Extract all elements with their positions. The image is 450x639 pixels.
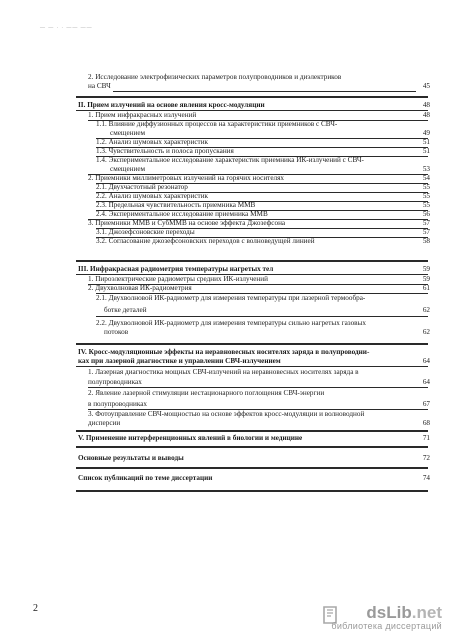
toc-page-e20: 59 [422,275,430,283]
leader-line [96,316,428,317]
toc-entry-e27: ках при лазерной диагностике и управлении СВЧ-излучением [78,357,281,365]
toc-entry-e5: 1.1. Влияние диффузионных процессов на характеристики приемников с СВЧ- [96,120,338,128]
section-divider [76,343,428,345]
toc-entry-e28: 1. Лазерная диагностика мощных СВЧ-излучений на неравновесных носителях заряда в [88,368,359,376]
toc-entry-e25: потоков [104,328,129,336]
section-divider [76,430,428,432]
toc-page-e14: 55 [422,201,430,209]
toc-entry-e35: Основные результаты и выводы [78,454,184,462]
toc-entry-e3: II. Прием излучений на основе явления кросс-модуляции [78,101,265,109]
toc-entry-e30: 2. Явление лазерной стимуляции нестационарного поглощения СВЧ-энергии [88,389,325,397]
toc-page-e12: 55 [422,183,430,191]
toc-entry-e21: 2. Двухволновая ИК-радиометрия [88,284,192,292]
toc-page-e15: 56 [422,210,430,218]
page-number: 2 [33,603,38,614]
toc-page-e34: 71 [422,434,430,442]
watermark [331,603,442,631]
toc-entry-e13: 2.2. Анализ шумовых характеристик [96,192,209,200]
toc-entry-e11: 2. Приемники миллиметровых излучений на горячих носителях [88,174,284,182]
toc-entry-e33: дисперсии [88,419,121,427]
section-divider [76,260,428,262]
header-smudge: — — · · —— —— [40,26,93,31]
toc-page-e21: 61 [422,284,430,292]
toc-page-e19: 59 [422,265,430,273]
watermark-brand-tld: .net [411,603,442,622]
toc-page-e16: 57 [422,219,430,227]
toc-page-e7: 51 [422,138,430,146]
toc-entry-e26: IV. Кросс-модуляционные эффекты на неравновесных носителях заряда в полупроводни- [78,348,370,356]
toc-page-e2: 45 [422,82,430,90]
toc-page-e11: 54 [422,174,430,182]
toc-page-e31: 67 [422,400,430,408]
toc-entry-e9: 1.4. Экспериментальное исследование характеристик приемника ИК-излучений с СВЧ- [96,156,364,164]
toc-entry-e15: 2.4. Экспериментальное исследование приемника ММВ [96,210,268,218]
leader-line [113,91,416,92]
toc-page-e6: 49 [422,129,430,137]
toc-entry-e4: 1. Прием инфракрасных излучений [88,111,197,119]
toc-entry-e31: в полупроводниках [88,400,147,408]
toc-entry-e8: 1.3. Чувствительность и полоса пропускания [96,147,234,155]
toc-page-e27: 64 [422,357,430,365]
toc-page-e3: 48 [422,101,430,109]
toc-page-e29: 64 [422,378,430,386]
toc-page-e10: 53 [422,165,430,173]
toc-entry-e32: 3. Фотоуправление СВЧ-мощностью на основе эффектов кросс-модуляции и волноводной [88,410,365,418]
toc-page-e13: 55 [422,192,430,200]
watermark-brand [331,603,442,623]
toc-entry-e17: 3.1. Джозефсоновские переходы [96,228,195,236]
toc-page-e8: 51 [422,147,430,155]
toc-entry-e23: ботке деталей [104,306,147,314]
section-divider [76,96,428,98]
toc-entry-e36: Список публикаций по теме диссертации [78,474,213,482]
section-divider [76,467,428,469]
toc-entry-e16: 3. Приемники ММВ и СубММВ на основе эффекта Джозефсона [88,219,286,227]
leader-line [76,366,428,367]
toc-page-e17: 57 [422,228,430,236]
toc-entry-e18: 3.2. Согласование джозефсоновских переходов с волноведущей линией [96,237,315,245]
toc-entry-e20: 1. Пироэлектрические радиометры средних ИК-излучений [88,275,268,283]
toc-page-e4: 48 [422,111,430,119]
toc-entry-e1: 2. Исследование электрофизических параметров полупроводников и диэлектриков [88,73,342,81]
toc-page-e33: 68 [422,419,430,427]
toc-entry-e24: 2.2. Двухволновой ИК-радиометр для измерения температуры сильно нагретых газовых [96,319,366,327]
toc-entry-e22: 2.1. Двухволновой ИК-радиометр для измерения температуры при лазерной термообра- [96,294,366,302]
toc-page-e23: 62 [422,306,430,314]
toc-page-e18: 58 [422,237,430,245]
leader-line [88,387,428,388]
toc-page-e35: 72 [422,454,430,462]
toc-entry-e6: смещением [110,129,146,137]
toc-entry-e2: на СВЧ [88,82,111,90]
toc-entry-e29: полупроводниках [88,378,142,386]
toc-entry-e7: 1.2. Анализ шумовых характеристик [96,138,209,146]
toc-entry-e10: смещением [110,165,146,173]
section-divider [76,446,428,448]
watermark-brand-main: dsLib [366,603,412,622]
toc-page-e36: 74 [422,474,430,482]
toc-entry-e14: 2.3. Предельная чувствительность приемника ММВ [96,201,256,209]
toc-page-e25: 62 [422,328,430,336]
toc-entry-e34: V. Применение интерференционных явлений в биологии и медицине [78,434,303,442]
toc-entry-e12: 2.1. Двухчастотный резонатор [96,183,188,191]
section-divider [76,490,428,492]
toc-entry-e19: III. Инфракрасная радиометрия температуры нагретых тел [78,265,274,273]
watermark-subtitle: библиотека диссертаций [331,621,442,631]
